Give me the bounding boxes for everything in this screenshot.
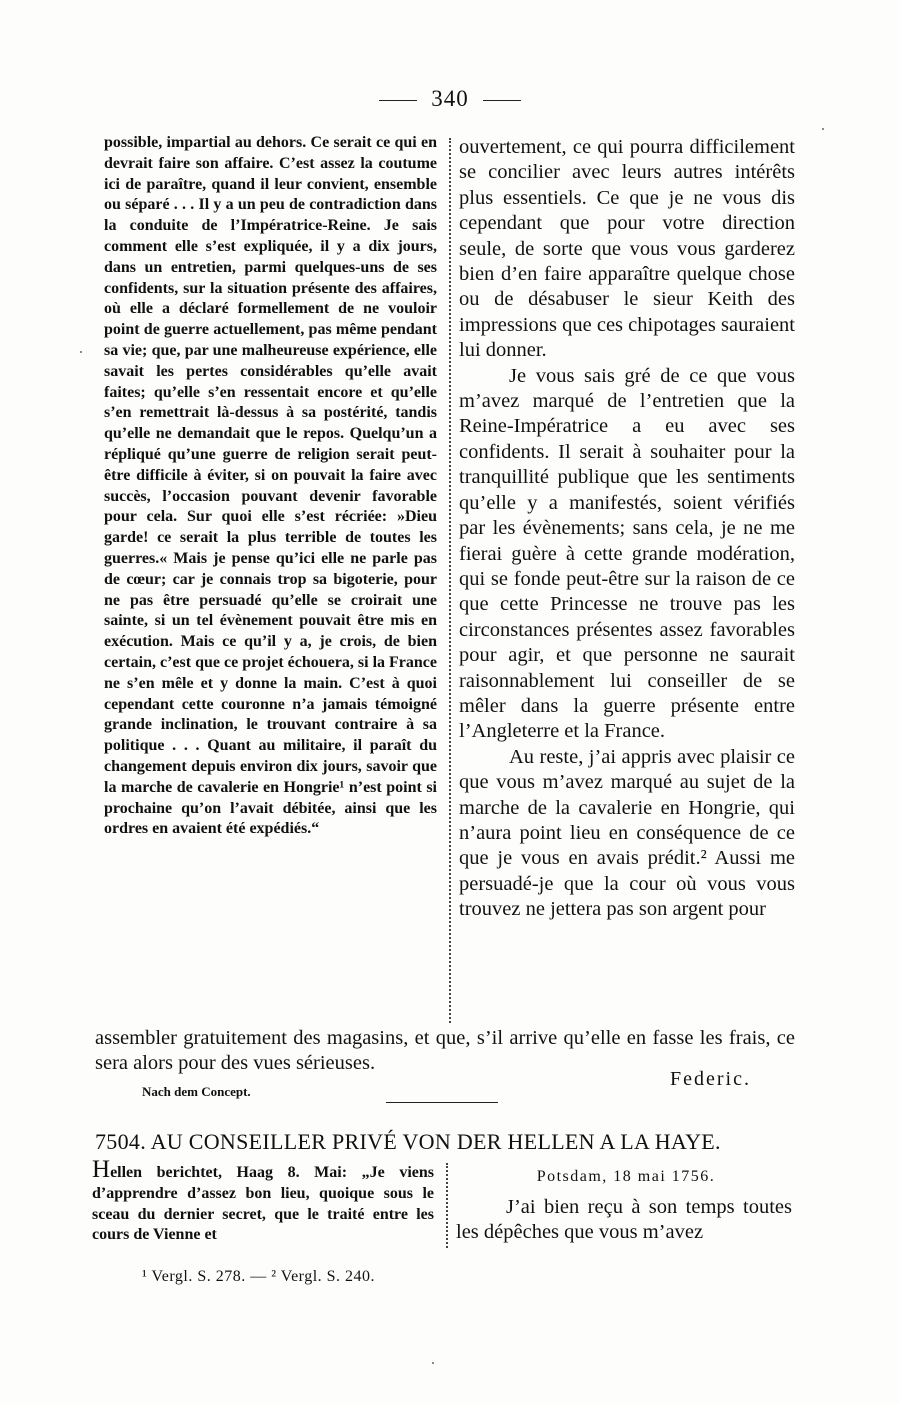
letter-paragraph: Je vous sais gré de ce que vous m’avez marqué de l’entretien que la Reine-Impératrice a eu avec ses confidents. Il serait à souhaiter pour la tranquillité publique que les sentiments qu’elle y a manifestés, soient vérifiés par les évènements; sans cela, je ne me fierai guère à cette grande modération, qui se fonde peut-être sur la raison de ce que cette Princesse ne trouve pas les circonstances présentes assez favorables pour agir, et que personne ne saurait raisonnablement lui conseiller de se mêler dans la guerre présente entre l’Angleterre et la France.: [459, 364, 795, 743]
print-speck: [432, 1362, 434, 1364]
summary-text: ellen berichtet, Haag 8. Mai: „Je viens d’apprendre d’assez bon lieu, quoique sous le sceau du dernier secret, que le traité entre les cours de Vienne et: [92, 1164, 434, 1244]
print-speck: [80, 351, 82, 353]
report-summary: [92, 1156, 434, 1246]
letter-paragraph: ouvertement, ce qui pourra difficilement se concilier avec leurs autres intérêts plus essentiels. Ce que je ne vous dis cependant que pour votre direction seule, de sorte que vous vous garderez bien d’en faire apparaître quelque chose ou de désabuser le sieur Keith des impressions que ces chipotages sauraient lui donner.: [459, 136, 795, 362]
summary-dropcap: H: [92, 1156, 111, 1183]
document-heading: 7504. AU CONSEILLER PRIVÉ VON DER HELLEN A LA HAYE.: [95, 1129, 721, 1154]
letter-conclusion: assembler gratuitement des magasins, et que, s’il arrive qu’elle en fasse les frais, ce sera alors pour des vues sérieuses.: [95, 1027, 795, 1075]
page-number: 340: [431, 86, 469, 111]
letter-opening: J’ai bien reçu à son temps toutes les dépêches que vous m’avez: [456, 1196, 792, 1244]
letter-paragraph: Au reste, j’ai appris avec plaisir ce que vous m’avez marqué au sujet de la marche de la cavalerie en Hongrie, qui n’aura point lieu en conséquence de ce que je vous en avais prédit.² Aussi me persuadé-je que la cour où vous vous trouvez ne jettera pas son argent pour: [459, 745, 795, 921]
source-note: Nach dem Concept.: [142, 1084, 251, 1099]
header-rule-left: [379, 100, 417, 101]
letter-column: [459, 135, 795, 923]
dateline: Potsdam, 18 mai 1756.: [536, 1168, 716, 1185]
section-separator: [386, 1102, 498, 1103]
page-header: [0, 86, 900, 112]
column-divider: [446, 1163, 448, 1248]
print-speck: [822, 128, 824, 130]
header-rule-right: [483, 100, 521, 101]
signature: Federic.: [670, 1068, 751, 1090]
column-divider: [449, 138, 451, 1023]
footnotes: ¹ Vergl. S. 278. — ² Vergl. S. 240.: [142, 1268, 376, 1285]
report-excerpt-column: possible, impartial au dehors. Ce serait ce qui en devrait faire son affaire. C’est assez la coutume ici de paraître, quand il leur convient, ensemble ou séparé . . . Il y a un peu de contradiction dans la conduite de l’Impératrice-Reine. Je sais comment elle s’est expliquée, il y a dix jours, dans un entretien, parmi quelques-uns de ses confidents, sur la situation présente des affaires, où elle a déclaré formellement de ne vouloir point de guerre actuellement, pas même pendant sa vie; que, par une malheureuse expérience, elle savait les pertes considérables qu’elle avait faites; qu’elle s’en ressentait encore et qu’elle s’en remettrait là-dessus à sa postérité, tandis qu’elle ne demandait que le repos. Quelqu’un a répliqué qu’une guerre de religion serait peut-être difficile à éviter, si on pouvait la faire avec succès, l’occasion pouvant devenir favorable pour cela. Sur quoi elle s’est récriée: »Dieu garde! ce serait la plus terrible de toutes les guerres.« Mais je pense qu’ici elle ne parle pas de cœur; car je connais trop sa bigoterie, pour ne pas être persuadé qu’elle se croirait une sainte, si un tel évènement pouvait être mis en exécution. Mais ce qu’il y a, je crois, de bien certain, c’est que ce projet échouera, si la France ne s’en mêle et y donne la main. C’est à quoi cependant cette couronne n’a jamais témoigné grande inclination, le trouvant contraire à sa politique . . . Quant au militaire, il paraît du changement depuis environ dix jours, savoir que la marche de cavalerie en Hongrie¹ n’est point si prochaine qu’on l’avait débitée, ainsi que les ordres en avaient été expédiés.“: [104, 134, 437, 838]
